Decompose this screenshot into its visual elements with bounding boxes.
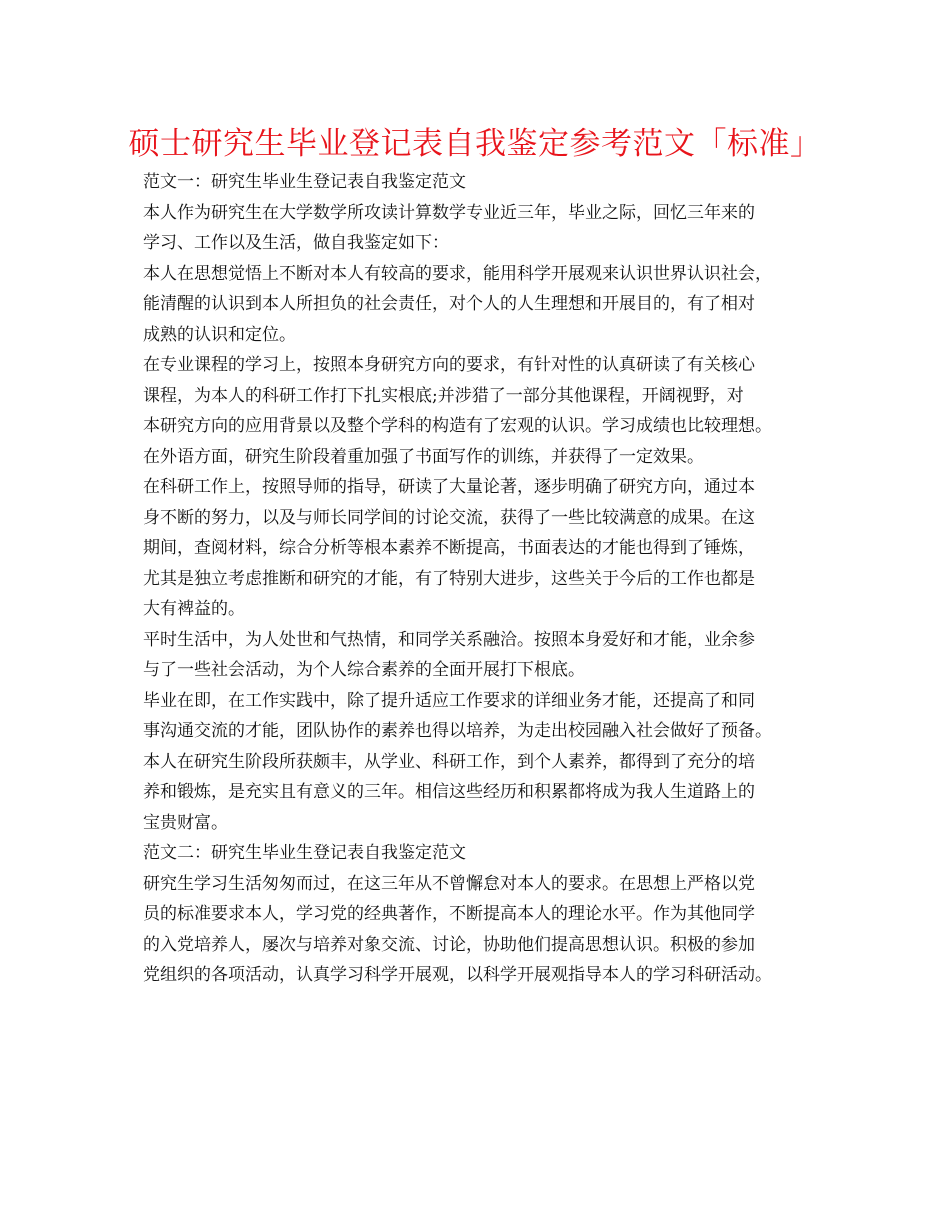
- text-line: 在专业课程的学习上，按照本身研究方向的要求，有针对性的认真研读了有关核心: [143, 355, 755, 375]
- text-line: 的入党培养人，屡次与培养对象交流、讨论，协助他们提高思想认识。积极的参加: [143, 934, 755, 955]
- text-line: 尤其是独立考虑推断和研究的才能，有了特别大进步，这些关于今后的工作也都是: [143, 568, 755, 589]
- text-line: 在科研工作上，按照导师的指导，研读了大量论著，逐步明确了研究方向，通过本: [143, 477, 755, 497]
- text-line: 平时生活中，为人处世和气热情，和同学关系融洽。按照本身爱好和才能，业余参: [143, 629, 755, 650]
- section-heading-1: 范文一：研究生毕业生登记表自我鉴定范文: [143, 172, 466, 192]
- document-body: [143, 167, 823, 991]
- text-line: 宝贵财富。: [143, 812, 228, 833]
- text-line: 在外语方面，研究生阶段着重加强了书面写作的训练，并获得了一定效果。: [143, 446, 704, 467]
- text-line: 学习、工作以及生活，做自我鉴定如下：: [143, 233, 449, 253]
- text-line: 本研究方向的应用背景以及整个学科的构造有了宏观的认识。学习成绩也比较理想。: [143, 416, 772, 436]
- document-title: 硕士研究生毕业登记表自我鉴定参考范文「标准」: [128, 126, 822, 162]
- text-line: 与了一些社会活动，为个人综合素养的全面开展打下根底。: [143, 660, 585, 680]
- text-line: 养和锻炼，是充实且有意义的三年。相信这些经历和积累都将成为我人生道路上的: [143, 782, 755, 802]
- text-line: 本人在研究生阶段所获颇丰，从学业、科研工作，到个人素养，都得到了充分的培: [143, 751, 755, 772]
- text-line: 身不断的努力，以及与师长同学间的讨论交流，获得了一些比较满意的成果。在这: [143, 507, 755, 528]
- text-line: 期间，查阅材料，综合分析等根本素养不断提高，书面表达的才能也得到了锤炼，: [143, 538, 755, 558]
- text-line: 员的标准要求本人，学习党的经典著作，不断提高本人的理论水平。作为其他同学: [143, 904, 755, 924]
- text-line: 事沟通交流的才能，团队协作的素养也得以培养，为走出校园融入社会做好了预备。: [143, 721, 772, 741]
- text-line: 毕业在即，在工作实践中，除了提升适应工作要求的详细业务才能，还提高了和同: [143, 690, 755, 711]
- text-line: 能清醒的认识到本人所担负的社会责任，对个人的人生理想和开展目的，有了相对: [143, 294, 755, 314]
- text-line: 党组织的各项活动，认真学习科学开展观，以科学开展观指导本人的学习科研活动。: [143, 965, 772, 985]
- text-line: 本人作为研究生在大学数学所攻读计算数学专业近三年，毕业之际，回忆三年来的: [143, 202, 755, 223]
- text-line: 成熟的认识和定位。: [143, 324, 296, 345]
- section-heading-2: 范文二：研究生毕业生登记表自我鉴定范文: [143, 843, 466, 863]
- text-line: 大有裨益的。: [143, 599, 245, 619]
- text-line: 课程，为本人的科研工作打下扎实根底;并涉猎了一部分其他课程，开阔视野，对: [143, 385, 744, 406]
- text-line: 本人在思想觉悟上不断对本人有较高的要求，能用科学开展观来认识世界认识社会，: [143, 263, 772, 284]
- text-line: 研究生学习生活匆匆而过，在这三年从不曾懈怠对本人的要求。在思想上严格以党: [143, 873, 755, 894]
